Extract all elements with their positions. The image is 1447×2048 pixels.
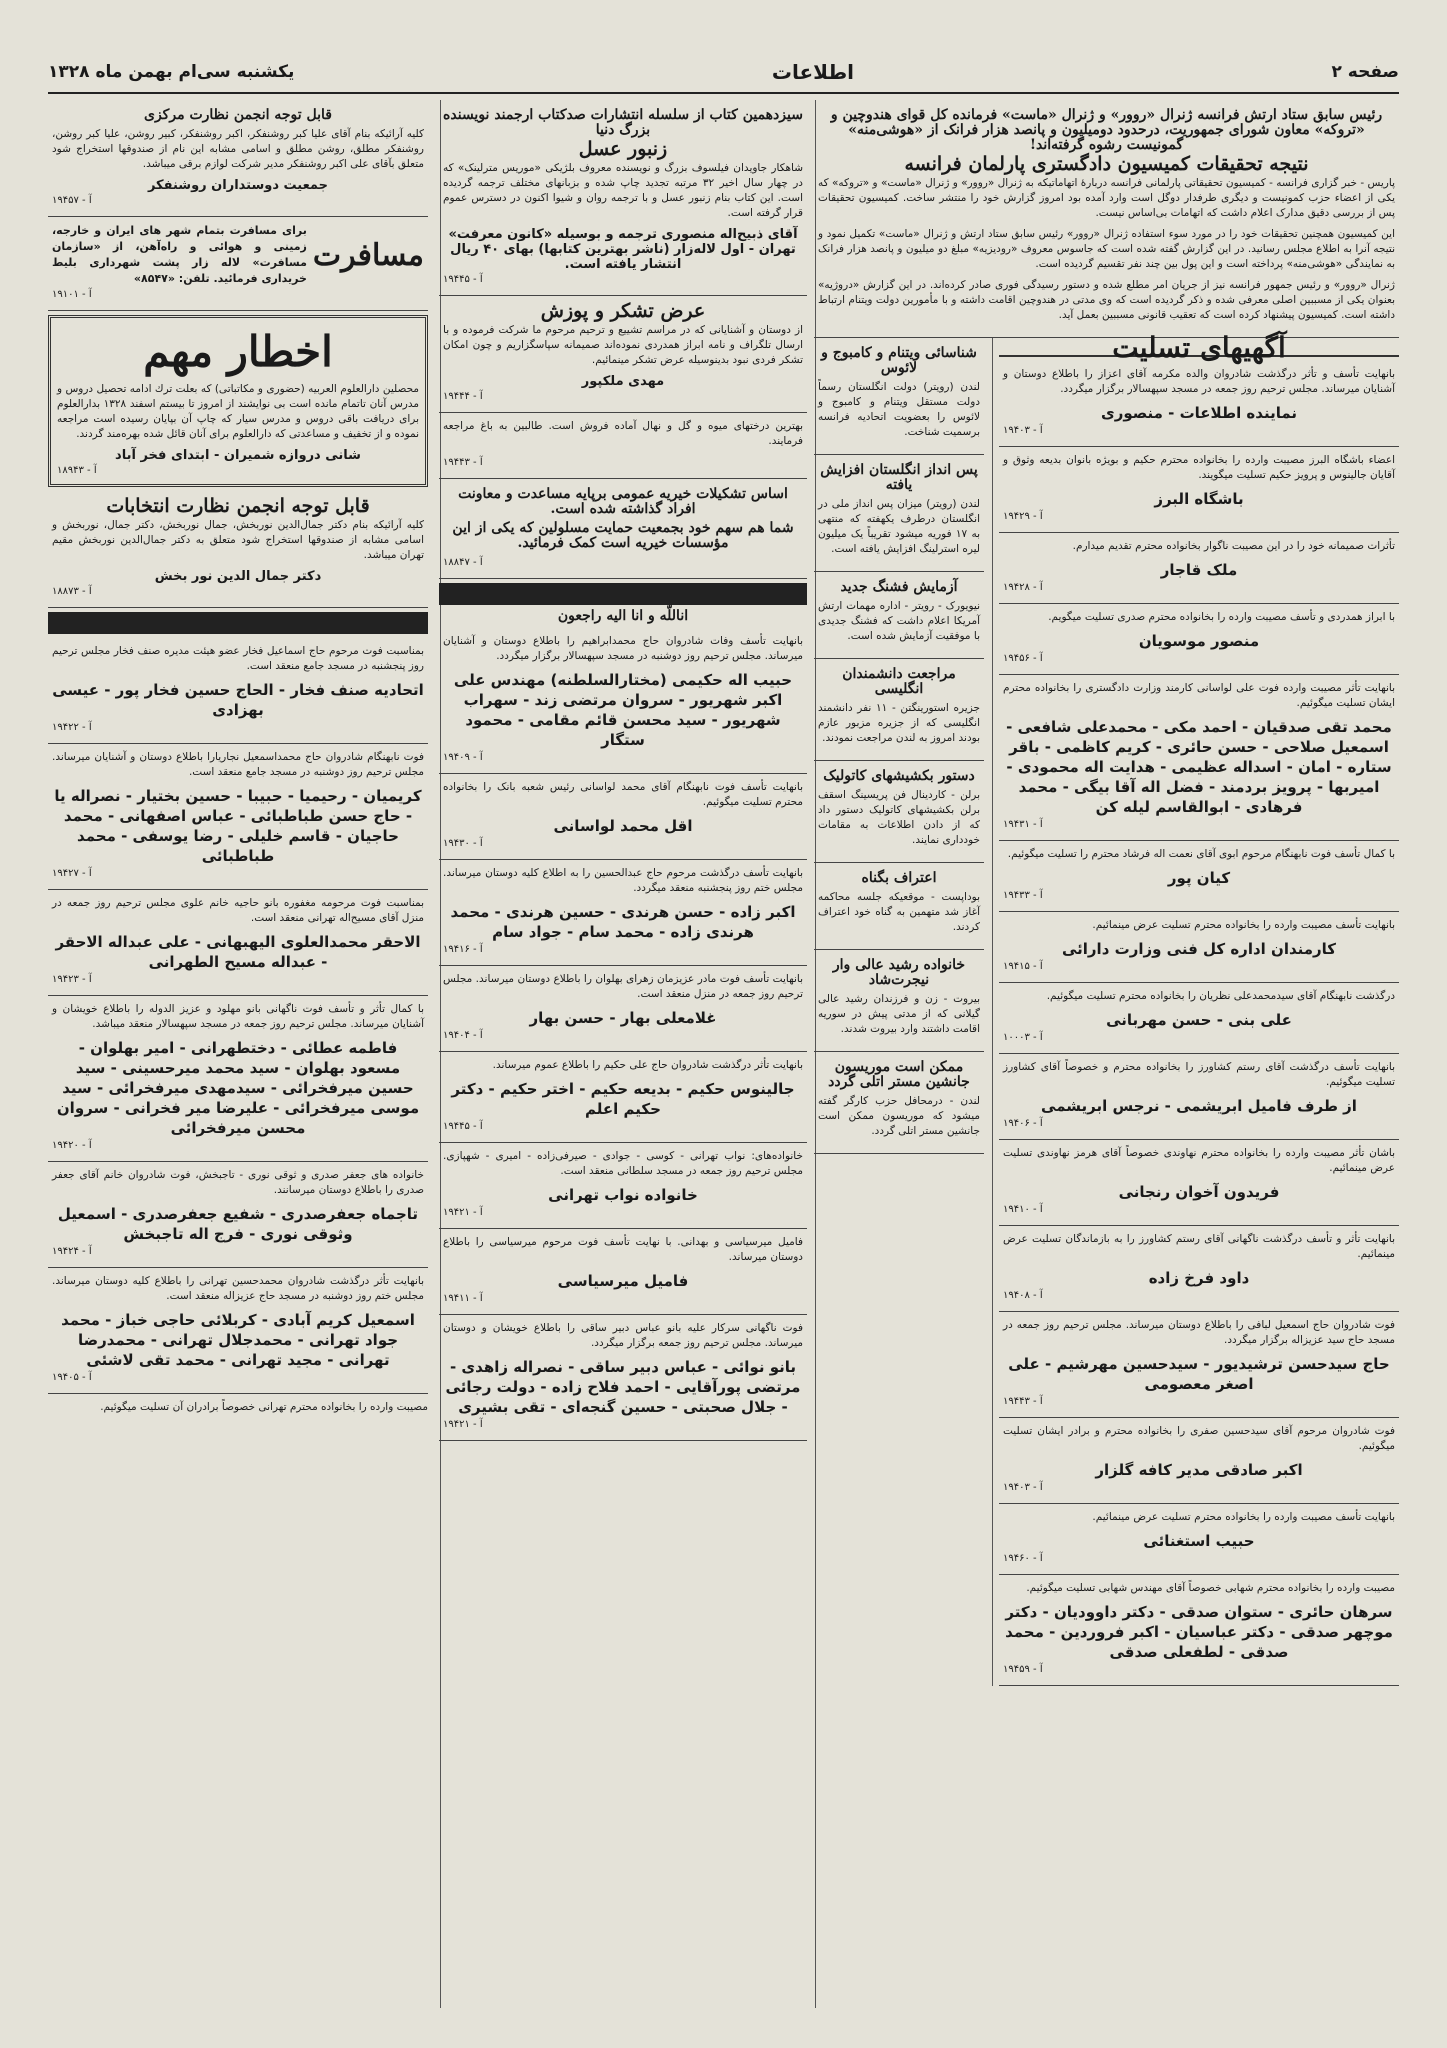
notice-signature: سرهان حائری - ستوان صدقی - دکتر داوودیان - دکتر موچهر صدقی - دکتر عباسیان - اکبر فروردین - محمد صدقی - لطفعلی صدقی bbox=[1005, 1603, 1393, 1661]
thanks-notice bbox=[439, 296, 807, 413]
book-kicker: سیزدهمین کتاب از سلسله انتشارات صدکتاب ارجمند نویسنده بزرگ دنیا bbox=[443, 107, 803, 138]
notice-body: بمناسبت فوت مرحوم حاج اسماعیل فخار عضو هیئت مدیره صنف فخار مجلس ترحیم روز پنجشنبه در مسجد جامع منعقد است. bbox=[52, 645, 424, 672]
ad-ref: آ - ۱۹۴۵۷ bbox=[52, 195, 92, 206]
obituary-list bbox=[48, 638, 428, 1394]
notice-signature: داود فرخ زاده bbox=[1148, 1269, 1250, 1287]
ad-ref: آ - ۱۹۴۵۶ bbox=[1003, 653, 1043, 664]
brief-body: بوداپست - موقعیکه جلسه محاکمه آغاز شد متهمین به گناه خود اعتراف کردند. bbox=[818, 891, 980, 933]
notice-body: بانهایت تأسف وفات شادروان حاج محمدابراهیم را باطلاع دوستان و آشنایان میرساند. مجلس ترحیم روز دوشنبه در مسجد سپهسالار برگزار میگردد. bbox=[443, 635, 803, 662]
ad-ref: آ - ۱۸۹۴۳ bbox=[57, 465, 97, 476]
separator-bar bbox=[439, 583, 807, 605]
travel-text: برای مسافرت بتمام شهر های ایران و خارجه، زمینی و هوائی و راه‌آهن، از «سازمان مسافرت» لاله زار پشت شهرداری بلیط خریداری فرمائید. تلفن: «۸۵۴۷» bbox=[52, 224, 307, 285]
ad-ref: آ - ۱۹۴۰۸ bbox=[1003, 1290, 1043, 1301]
notice-block bbox=[999, 1140, 1399, 1226]
notice-signature: جالینوس حکیم - بدیعه حکیم - اختر حکیم - دکتر حکیم اعلم bbox=[451, 1080, 795, 1118]
warning-body: محصلین دارالعلوم العربیه (حضوری و مکاتباتی) که بعلت ترك ادامه تحصیل دروس و مدرس آنان تاتمام مانده است بی نوایشند از امروز تا بیستم اسفند ۱۳۲۸ بدارالعلوم برای دریافت باقی دروس و مدرس سیار که چاپ آن بپایان رسیده است مراجعه نموده و از تخفیف و مساعدتی که دارالعلوم برای آنان قائل شده بهره‌مند گردند. bbox=[57, 383, 419, 440]
warning-address: شانی دروازه شمیران - ابتدای فخر آباد bbox=[115, 448, 361, 463]
lead-article bbox=[814, 100, 1399, 338]
notice-signature: اکبر زاده - حسن هرندی - حسین هرندی - محمد هرندی زاده - محمد سام - جواد سام bbox=[450, 903, 796, 941]
notice-signature: غلامعلی بهار - حسن بهار bbox=[529, 1009, 717, 1027]
news-brief bbox=[814, 1052, 984, 1154]
notice-title: عرض تشکر و پوزش bbox=[540, 300, 706, 322]
brief-headline: خانواده رشید عالی وار نیجرت‌شاد bbox=[832, 957, 966, 988]
condolence-list bbox=[999, 361, 1399, 1686]
ad-ref: آ - ۱۹۴۰۶ bbox=[1003, 1118, 1043, 1129]
separator-bar bbox=[48, 612, 428, 634]
notice-block bbox=[48, 638, 428, 744]
notice-signature: الاحقر محمدالعلوی الیهبهانی - علی عبداله الاحقر - عبداله مسیح الطهرانی bbox=[55, 933, 421, 971]
notice-body: تأثرات صمیمانه خود را در این مصیبت ناگوار بخانواده محترم تقدیم میدارم. bbox=[1072, 540, 1395, 552]
ad-ref: آ - ۱۹۴۰۳ bbox=[1003, 1482, 1043, 1493]
notice-block bbox=[48, 744, 428, 890]
notice-body: فوت شادروان مرحوم آقای سیدحسین صفری را بخانواده محترم و برادر ایشان تسلیت میگوئیم. bbox=[1003, 1425, 1395, 1452]
notice-signature: اکبر صادقی مدیر کافه گلزار bbox=[1095, 1461, 1303, 1479]
page-number: صفحه ۲ bbox=[1331, 62, 1399, 82]
ad-ref: آ - ۱۹۴۴۳ bbox=[443, 457, 483, 468]
notice-signature: دکتر جمال الدین نور بخش bbox=[154, 569, 322, 584]
notice-signature: کارمندان اداره کل فنی وزارت دارائی bbox=[1061, 940, 1337, 958]
notice-signature: فریدون آخوان رنجانی bbox=[1118, 1183, 1280, 1201]
brief-body: برلن - کاردینال فن پریسینگ اسقف برلن بکشیشهای کاتولیک دستور داد که از دادن اطلاعات به مقامات خودداری نمایند. bbox=[818, 789, 980, 846]
notice-block bbox=[999, 841, 1399, 912]
notice-signature: جمعیت دوستداران روشنفکر bbox=[147, 178, 329, 193]
ad-ref: آ - ۱۹۴۰۵ bbox=[52, 1372, 92, 1383]
notice-block bbox=[439, 1315, 807, 1441]
lead-kicker: رئیس سابق ستاد ارتش فرانسه ژنرال «روور» و ژنرال «ماست» فرمانده کل قوای هندوچین و «تروکه» معاون شورای جمهوریت، درحدود دومیلیون و پانصد هزار فرانک از «هوشی‌منه» گمونیست رشوه گرفته‌اند! bbox=[830, 107, 1383, 153]
ad-ref: آ - ۱۹۴۰۴ bbox=[443, 1030, 483, 1041]
book-publisher: آقای ذبیح‌اله منصوری ترجمه و بوسیله «کانون معرفت» تهران - اول لاله‌زار (ناشر بهترین کتابها) بهای ۴۰ ریال انتشار یافته است. bbox=[448, 227, 798, 272]
ad-ref: آ - ۱۹۴۱۶ bbox=[443, 944, 483, 955]
brief-headline: شناسائی ویتنام و کامبوج و لائوس bbox=[821, 345, 977, 376]
ad-ref: آ - ۱۹۴۲۲ bbox=[52, 722, 92, 733]
ad-ref: آ - ۱۹۴۱۵ bbox=[1003, 961, 1043, 972]
charity-title: اساس تشکیلات خیریه عمومی برپایه مساعدت و معاونت افراد گذاشته شده است. bbox=[458, 486, 788, 517]
notice-signature: کریمیان - رحیمیا - حبیبا - حسین بختیار - نصراله یا - حاج حسن طباطبائی - عباس اصفهانی - محمد حاجیان - قاسم خلیلی - رضا یوسفی - محمد طباطبائی bbox=[54, 787, 422, 865]
notice-body: فوت شادروان حاج اسمعیل لبافی را باطلاع دوستان میرساند. مجلس ترحیم روز جمعه در مسجد حاج سید عزیزاله برگزار میگردد. bbox=[1003, 1319, 1395, 1346]
brief-headline: اعتراف بگناه bbox=[861, 870, 937, 886]
notice-block bbox=[439, 1052, 807, 1143]
notice-signature: ملک قاجار bbox=[1160, 561, 1238, 579]
notice-title: قابل توجه انجمن نظارت انتخابات bbox=[106, 495, 370, 517]
notice-body: بهترین درختهای میوه و گل و نهال آماده فروش است. طالبین به باغ مراجعه فرمایند. bbox=[443, 420, 803, 447]
notice-block bbox=[999, 533, 1399, 604]
ad-ref: آ - ۱۹۴۴۵ bbox=[443, 274, 483, 285]
notice-body: خانواده های جعفر صدری و ثوقی نوری - تاجبخش، فوت شادروان خانم آقای جعفر صدری را باطلاع دوستان میرسانند. bbox=[52, 1169, 424, 1196]
news-brief bbox=[814, 338, 984, 455]
news-briefs bbox=[814, 338, 984, 1686]
notice-signature: علی بنی - حسن مهربانی bbox=[1106, 1011, 1292, 1029]
notice-signature: منصور موسویان bbox=[1138, 632, 1260, 650]
notice-body: فوت نابهنگام شادروان حاج محمداسمعیل نجاریارا باطلاع دوستان و آشنایان میرساند. مجلس ترحیم روز دوشنبه در مسجد جامع منعقد است. bbox=[52, 751, 424, 778]
ad-ref: آ - ۱۹۴۲۸ bbox=[1003, 582, 1043, 593]
notice-block bbox=[439, 860, 807, 966]
notice-body: درگذشت نابهنگام آقای سیدمحمدعلی نظریان را بخانواده محترم تسلیت میگوئیم. bbox=[1046, 990, 1395, 1002]
ad-ref: آ - ۱۹۴۲۹ bbox=[1003, 511, 1043, 522]
notice-body: خانواده‌های: نواب تهرانی - کوسی - جوادی - صیرفی‌زاده - امیری - شهپازی. مجلس ترحیم روز جمعه در مسجد سلطانی منعقد است. bbox=[443, 1150, 803, 1177]
ad-ref: آ - ۱۹۴۲۷ bbox=[52, 868, 92, 879]
ad-ref: آ - ۱۹۴۴۴ bbox=[443, 391, 483, 402]
notice-body: کلیه آرائیکه بنام آقای علیا کبر روشنفکر، اکبر روشنفکر، کبیر روشن، علیا کبر روشن، روشنفکر مطلق، روشن مطلق و اسامی مشابه این نام از صندوقها استخراج شود متعلق بآقای علی اکبر روشنفکر مدیر شرکت لوازم برقی میباشد. bbox=[52, 128, 424, 170]
middle-column bbox=[439, 100, 807, 2008]
notice-body: بانهایت تأسف مصیبت وارده را بخانواده محترم تسلیت عرض مینمائیم. bbox=[1092, 919, 1395, 931]
notice-body: با ابراز همدردی و تأسف مصیبت وارده را بخانواده محترم صدری تسلیت میگویم. bbox=[1048, 611, 1395, 623]
brief-headline: مراجعت دانشمندان انگلیسی bbox=[842, 666, 956, 697]
news-brief bbox=[814, 863, 984, 950]
notice-block bbox=[439, 1143, 807, 1229]
article-paragraph: ژنرال «روور» و رئیس جمهور فرانسه نیز از جریان امر مطلع شده و دستور رسیدگی فوری صادر کرده‌اند. در این گزارش «دروژیه» بعنوان یکی از مسببین اصلی معرفی شده و ذکر گردیده است که وی مدتی در هندوچین اقامت داشته و با مأمورین دولت ویتنام ارتباط داشته است. کمیسیون پیشنهاد کرده است که تعقیب قانونی مسببین بعمل آید. bbox=[818, 279, 1395, 321]
notice-body: اعضاء باشگاه البرز مصیبت وارده را بخانواده محترم حکیم و بویژه بانوان بدیعه وثوق و آقایان جالینوس و پرویز حکیم تسلیت میگویند. bbox=[1003, 454, 1395, 481]
brief-body: بیروت - زن و فرزندان رشید عالی گیلانی که از مدتی پیش در سوریه اقامت داشتند وارد بیروت شدند. bbox=[818, 993, 980, 1035]
obituary-list bbox=[439, 628, 807, 1441]
news-brief bbox=[814, 950, 984, 1052]
notice-block bbox=[48, 1268, 428, 1394]
notice-body: باشان تأثر مصیبت وارده را بخانواده محترم نهاوندی خصوصاً آقای هرمز نهاوندی تسلیت عرض مینمائیم. bbox=[1003, 1147, 1395, 1174]
brief-body: لندن (رویتر) میزان پس انداز ملی در انگلستان درطرف یکهفته که منتهی به ۱۷ فوریه میشود تقریباً یک میلیون لیره استرلینگ افزایش یافته است. bbox=[818, 498, 980, 555]
ad-ref: آ - ۱۹۴۲۱ bbox=[443, 1207, 483, 1218]
notice-signature: خانواده نواب تهرانی bbox=[548, 1186, 698, 1204]
notice-signature: اتحادیه صنف فخار - الحاج حسین فخار پور - عیسی بهزادی bbox=[52, 681, 424, 719]
notice-body: بانهایت تأثر درگذشت شادروان محمدحسین تهرانی را باطلاع کلیه دوستان میرساند. مجلس ختم روز دوشنبه در مسجد حاج عزیزاله منعقد است. bbox=[52, 1275, 424, 1302]
book-ad bbox=[439, 100, 807, 296]
notice-body: مصیبت وارده را بخانواده محترم شهابی خصوصاً آقای مهندس شهابی تسلیت میگوئیم. bbox=[1026, 1582, 1395, 1594]
ad-ref: آ - ۱۹۴۱۱ bbox=[443, 1293, 483, 1304]
ad-ref: آ - ۱۹۴۴۳ bbox=[1003, 1396, 1043, 1407]
notice-body: بانهایت تأسف و تأثر درگذشت شادروان والده مکرمه آقای اعزاز را باطلاع دوستان و آشنایان میرساند. مجلس ترحیم روز جمعه در مسجد سپهسالار برگزار میگردد. bbox=[1003, 368, 1395, 395]
article-paragraph: پاریس - خبر گزاری فرانسه - کمیسیون تحقیقاتی پارلمانی فرانسه دربارهٔ اتهاماتیکه به ژنرال «روور» و ژنرال «ماست» و «تروکه» که یکی از اعضاء حزب کمونیست و دیگری طرفدار دوگل است وارد آمده بود امروز گزارش خود را منتشر ساخت. کمیسیون تحقیقات پس از بررسی دقیق مدارک اعلام داشت که اتهامات بی‌اساس نیست. bbox=[817, 177, 1395, 219]
notice-signature: حبیب اله حکیمی (مختارالسلطنه) مهندس علی اکبر شهریور - سروان مرتضی زند - سهراب شهریور - سید محسن قائم مقامی - محمود ستگار bbox=[453, 671, 793, 749]
ad-ref: آ - ۱۹۴۵۹ bbox=[1003, 1664, 1043, 1675]
notice-block bbox=[999, 1418, 1399, 1504]
notice-body: با کمال تأسف فوت نابهنگام مرحوم ابوی آقای نعمت اله فرشاد محترم را تسلیت میگوئیم. bbox=[1007, 848, 1395, 860]
ad-ref: آ - ۱۰۰۰۳ bbox=[1003, 1032, 1043, 1043]
issue-date: یکشنبه سی‌ام بهمن ماه ۱۳۲۸ bbox=[48, 62, 295, 82]
notice-signature: فامیل میرسیاسی bbox=[557, 1272, 689, 1290]
notice-signature: مهدی ملکپور bbox=[581, 374, 665, 389]
notice-signature: از طرف فامیل ابریشمی - نرجس ابریشمی bbox=[1041, 1097, 1357, 1115]
small-notice bbox=[439, 413, 807, 479]
warning-notice bbox=[48, 315, 428, 487]
book-title: زنبور عسل bbox=[578, 138, 668, 160]
brief-body: لندن - درمحافل حزب کارگر گفته میشود که موریسون ممکن است جانشین مستر اتلی گردد. bbox=[818, 1095, 980, 1137]
notice-block bbox=[999, 1504, 1399, 1575]
notice-body: بانهایت تأسف مصیبت وارده را بخانواده محترم تسلیت عرض مینمائیم. bbox=[1092, 1511, 1395, 1523]
notice-signature: حبیب استغنائی bbox=[1143, 1532, 1255, 1550]
notice-block bbox=[999, 983, 1399, 1054]
book-description: شاهکار جاویدان فیلسوف بزرگ و نویسنده معروف بلژیکی «موریس مترلینک» که در چهار سال اخیر ۳۲ مرتبه تجدید چاپ شده و بزبانهای مختلف ترجمه گردیده است. این کتاب بنام زنبور عسل و با ترجمه روان و شیوا اکنون در دسترس عموم قرار گرفته است. bbox=[443, 162, 803, 219]
notice-signature: باشگاه البرز bbox=[1154, 490, 1244, 508]
notice-body: بانهایت تأسف فوت مادر عزیزمان زهرای بهلوان را باطلاع دوستان میرساند. مجلس ترحیم روز جمعه در منزل منعقد است. bbox=[443, 973, 803, 1000]
ad-ref: آ - ۱۹۴۲۴ bbox=[52, 1246, 92, 1257]
ad-ref: آ - ۱۹۴۰۹ bbox=[443, 752, 483, 763]
brief-body: جزیره استورینگتن - ۱۱ نفر دانشمند انگلیسی که از جزیره مزبور عازم بودند امروز به لندن مراجعت نمودند. bbox=[818, 702, 980, 744]
notice-block bbox=[999, 1054, 1399, 1140]
ad-ref: آ - ۱۸۸۷۳ bbox=[52, 586, 92, 597]
notice-block bbox=[439, 966, 807, 1052]
brief-body: لندن (رویتر) دولت انگلستان رسماً دولت مستقل ویتنام و کامبوج و لائوس را بعضویت اتحادیه فرانسه برسمیت شناخت. bbox=[818, 381, 980, 438]
notice-block bbox=[999, 1226, 1399, 1312]
notice-signature: اقل محمد لواسانی bbox=[553, 817, 693, 835]
travel-headline: مسافرت bbox=[312, 237, 424, 273]
ad-ref: آ - ۱۹۴۰۳ bbox=[1003, 425, 1043, 436]
notice-signature: فاطمه عطائی - دختطهرانی - امیر بهلوان - مسعود بهلوان - سید محمد میرحسینی - سید حسین میرفخرائی - سیدمهدی میرفخرائی - سید موسی میرفخرائی - علیرضا میر فخرانی - سروان محسن میرفخرائی bbox=[56, 1039, 420, 1137]
notice-signature: محمد تقی صدقیان - احمد مکی - محمدعلی شافعی - اسمعیل صلاحی - حسن حائری - کریم کاظمی - باقر ستاره - امان - اسداله عظیمی - هدایت اله محمودی - امیربها - پرویز بردمند - فضل اله آقا بیگی - محمد فرهادی - ابوالقاسم لیله کن bbox=[1006, 718, 1392, 816]
section-title: آگهیهای تسلیت bbox=[999, 340, 1399, 357]
quran-verse: اناللّه و انا الیه راجعون bbox=[557, 608, 689, 624]
ad-ref: آ - ۱۹۴۴۵ bbox=[443, 1121, 483, 1132]
notice-signature: حاج سیدحسن ترشیدیور - سیدحسین مهرشیم - علی اصغر معصومی bbox=[1008, 1355, 1390, 1393]
notice-signature: نماینده اطلاعات - منصوری bbox=[1100, 404, 1298, 422]
notice-block bbox=[999, 912, 1399, 983]
news-brief bbox=[814, 659, 984, 761]
notice-block bbox=[999, 447, 1399, 533]
notice-body: بانهایت تأسف درگذشت آقای رستم کشاورز را بخانواده محترم و خصوصاً آقای کشاورز تسلیت میگوئیم. bbox=[1003, 1061, 1395, 1088]
ad-ref: آ - ۱۹۴۱۰ bbox=[1003, 1204, 1043, 1215]
notice-body: فوت ناگهانی سرکار علیه بانو عباس دبیر ساقی را باطلاع خویشان و دوستان میرساند. مجلس ترحیم روز جمعه برگزار میگردد. bbox=[443, 1322, 803, 1349]
news-brief bbox=[814, 455, 984, 572]
notice-block bbox=[999, 1312, 1399, 1418]
charity-subtitle: شما هم سهم خود بجمعیت حمایت مسلولین که یکی از این مؤسسات خیریه است کمک فرمائید. bbox=[452, 520, 794, 551]
article-paragraph: این کمیسیون همچنین تحقیقات خود را در مورد سوء استفاده ژنرال «روور» رئیس سابق ستاد ارتش و ژنرال «ماست» تکمیل نمود و نتیجه آنرا به اطلاع مجلس رسانید. در این گزارش گفته شده است که جاسوس معروف «رودیزیه» مبلغ دو میلیون و پانصد هزار فرانک به نمایندگی «هوشی‌منه» پرداخته است و این پول بین چند نفر تقسیم گردیده است. bbox=[818, 228, 1395, 270]
notice-signature: کیان پور bbox=[1167, 869, 1231, 887]
notice-block bbox=[999, 675, 1399, 841]
ad-ref: آ - ۱۹۴۲۱ bbox=[443, 1419, 483, 1430]
brief-headline: ممکن است موریسون جانشین مستر اتلی گردد bbox=[828, 1059, 970, 1090]
brief-body: نیویورک - رویتر - اداره مهمات ارتش آمریکا اعلام داشت که فشنگ جدیدی با موفقیت آزمایش شده است. bbox=[818, 600, 980, 642]
notice-body: بانهایت تأثر مصیبت وارده فوت علی لواسانی کارمند وزارت دادگستری را بخانواده محترم ایشان تسلیت میگوئیم. bbox=[1003, 682, 1395, 709]
ad-ref: آ - ۱۹۴۲۳ bbox=[52, 974, 92, 985]
election-notice-2 bbox=[48, 491, 428, 608]
ad-ref: آ - ۱۹۴۲۰ bbox=[52, 1140, 92, 1151]
notice-body: از دوستان و آشنایانی که در مراسم تشییع و ترحیم مرحوم ما شرکت فرموده و با ارسال تلگراف و نامه ابراز همدردی نموده‌اند صمیمانه سپاسگزاریم و چون امکان تشکر فردی نبود بدینوسیله عرض تشکر مینمائیم. bbox=[443, 324, 803, 366]
condolence-section bbox=[992, 331, 1399, 1686]
notice-body: کلیه آرائیکه بنام دکتر جمال‌الدین نوربخش، جمال نوربخش، دکتر جمال، نوربخش و اسامی مشابه از صندوقها استخراج شود متعلق به دکتر جمال‌الدین نوربخش مقیم تهران میباشد. bbox=[52, 519, 424, 561]
notice-body: بانهایت تأثر درگذشت شادروان حاج علی حکیم را باطلاع عموم میرساند. bbox=[492, 1059, 803, 1071]
notice-signature: تاجماه جعفرصدری - شفیع جعفرصدری - اسمعیل وثوقی نوری - فرج اله تاجبخش bbox=[57, 1205, 419, 1243]
travel-ad bbox=[48, 217, 428, 311]
notice-block bbox=[48, 890, 428, 996]
news-brief bbox=[814, 761, 984, 863]
newspaper-name: اطلاعات bbox=[771, 60, 855, 84]
notice-block bbox=[48, 996, 428, 1162]
lead-headline: نتیجه تحقیقات کمیسیون دادگستری پارلمان فرانسه bbox=[904, 153, 1309, 175]
brief-headline: پس انداز انگلستان افزایش یافته bbox=[820, 462, 978, 493]
ad-ref: آ - ۱۹۴۶۰ bbox=[1003, 1553, 1043, 1564]
footer-note: مصیبت وارده را بخانواده محترم تهرانی خصوصاً برادران آن تسلیت میگوئیم. bbox=[100, 1401, 428, 1413]
ad-ref: آ - ۱۹۴۳۰ bbox=[443, 838, 483, 849]
left-column bbox=[48, 100, 428, 2008]
brief-headline: آزمایش فشنگ جدید bbox=[840, 579, 958, 595]
notice-title: قابل توجه انجمن نظارت مرکزی bbox=[144, 107, 332, 123]
right-column bbox=[814, 100, 1399, 2008]
notice-block bbox=[999, 1575, 1399, 1686]
brief-headline: دستور بکشیشهای کاتولیک bbox=[823, 768, 975, 784]
notice-body: با کمال تأثر و تأسف فوت ناگهانی بانو مهلود و عزیز الدوله را باطلاع خویشان و آشنایان میرساند. مجلس ترحیم روز جمعه در مسجد سپهسالار منعقد میباشد. bbox=[52, 1003, 424, 1030]
notice-block bbox=[48, 1162, 428, 1268]
election-notice bbox=[48, 100, 428, 217]
page-header bbox=[48, 52, 1399, 94]
charity-ad bbox=[439, 479, 807, 579]
notice-block bbox=[439, 774, 807, 860]
warning-title: اخطار مهم bbox=[143, 327, 333, 376]
ad-ref: آ - ۱۹۱۰۱ bbox=[52, 289, 92, 300]
notice-body: بانهایت تأثر و تأسف درگذشت ناگهانی آقای رستم کشاورز را به بازماندگان تسلیت عرض مینمائیم. bbox=[1003, 1233, 1395, 1260]
notice-body: بمناسبت فوت مرحومه مغفوره بانو حاجیه خانم علوی مجلس ترحیم روز جمعه در منزل آقای مسیح‌اله تهرانی منعقد است. bbox=[52, 897, 424, 924]
notice-block bbox=[439, 628, 807, 774]
notice-signature: اسمعیل کریم آبادی - کربلائی حاجی خباز - محمد جواد تهرانی - محمدجلال تهرانی - محمدرضا تهرانی - مجید تهرانی - محمد تقی لاشئی bbox=[61, 1311, 415, 1369]
notice-body: بانهایت تأسف فوت نابهنگام آقای محمد لواسانی رئیس شعبه بانک را بخانواده محترم تسلیت میگوئیم. bbox=[443, 781, 803, 808]
ad-ref: آ - ۱۹۴۳۳ bbox=[1003, 890, 1043, 901]
ad-ref: آ - ۱۸۸۴۷ bbox=[443, 557, 483, 568]
notice-block bbox=[439, 1229, 807, 1315]
notice-block bbox=[999, 604, 1399, 675]
ad-ref: آ - ۱۹۴۳۱ bbox=[1003, 819, 1043, 830]
notice-block bbox=[999, 361, 1399, 447]
notice-signature: بانو نوائی - عباس دبیر ساقی - نصراله زاهدی - مرتضی پورآقایی - احمد فلاح زاده - دولت رجائی - جلال صحبتی - حسین گنجه‌ای - تقی بشیری bbox=[445, 1358, 801, 1416]
notice-body: فامیل میرسیاسی و بهدانی. با نهایت تأسف فوت مرحوم میرسیاسی را باطلاع دوستان میرساند. bbox=[443, 1236, 803, 1263]
news-brief bbox=[814, 572, 984, 659]
notice-body: بانهایت تأسف درگذشت مرحوم حاج عبدالحسین را به اطلاع کلیه دوستان میرساند. مجلس ختم روز پنجشنبه منعقد میگردد. bbox=[443, 867, 803, 894]
